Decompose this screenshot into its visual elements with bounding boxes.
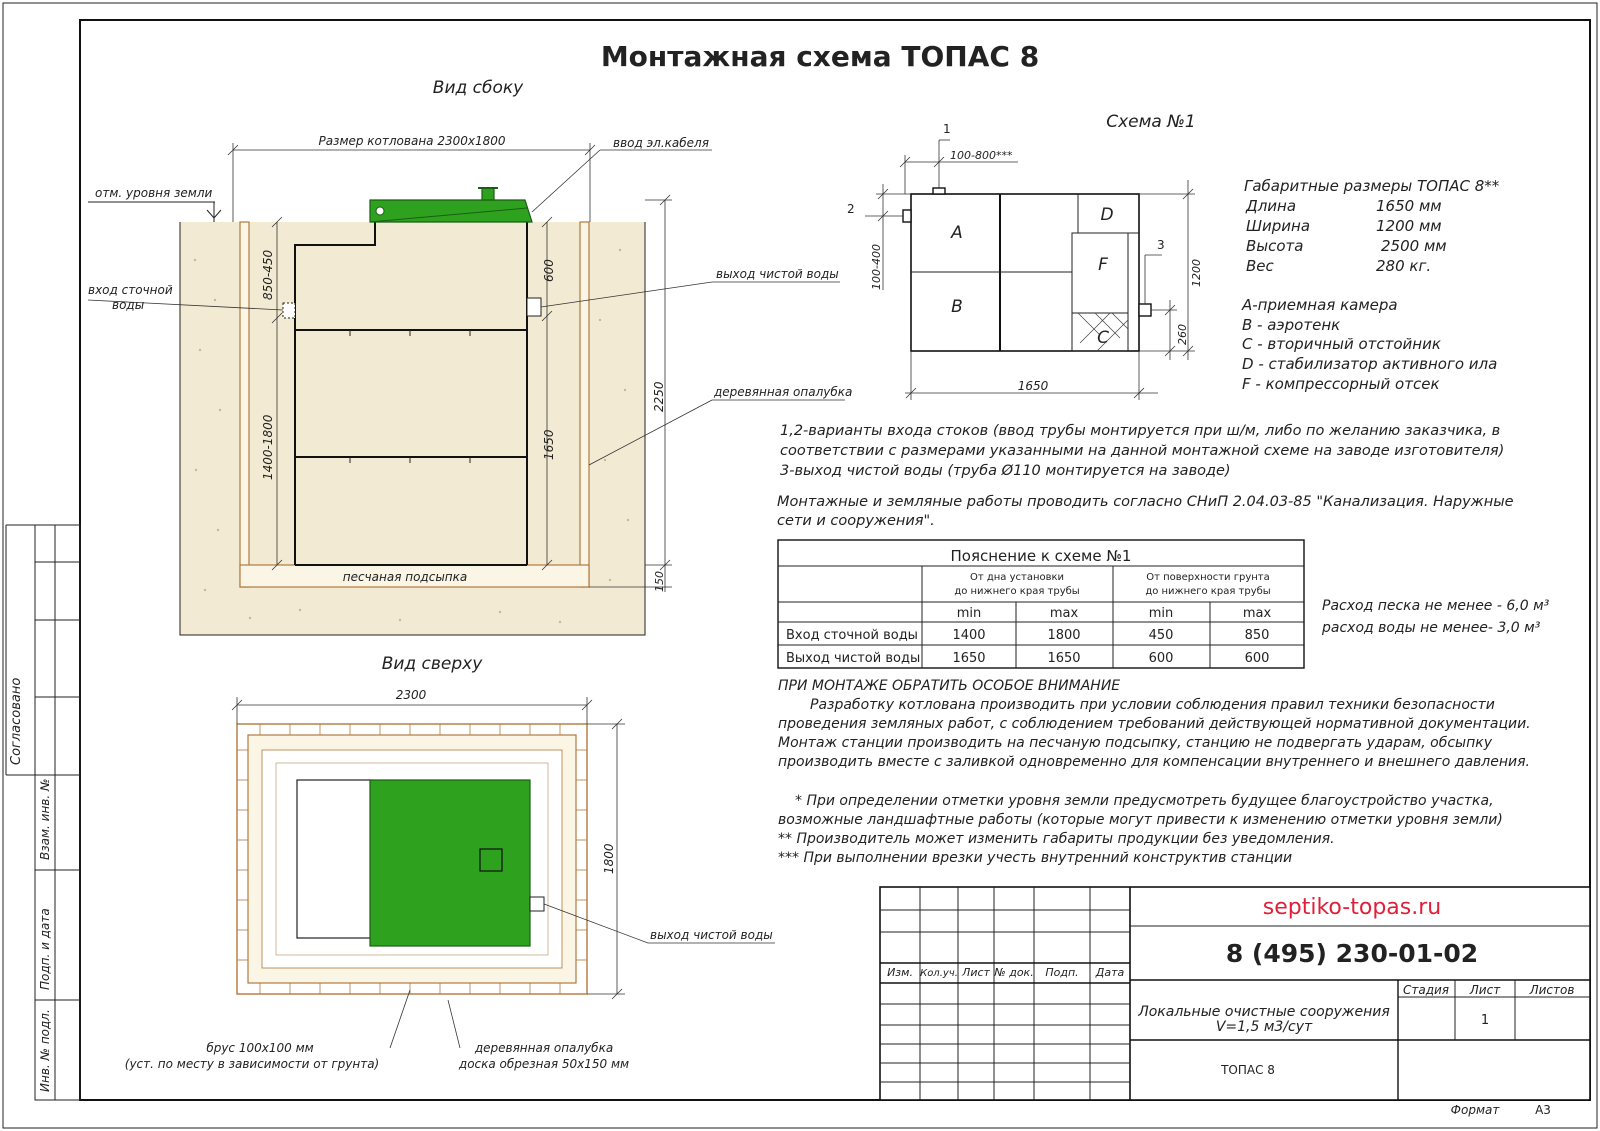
tank-lid [370,200,532,222]
col-kol: Кол.уч. [920,968,958,979]
pit-size-label: Размер котлована 2300х1800 [318,134,506,148]
ground-level-label: отм. уровня земли [95,186,213,200]
top-formwork-label-1: деревянная опалубка [474,1041,614,1055]
top-clean-outlet-label: выход чистой воды [650,928,773,942]
row-inlet-label: Вход сточной воды [786,628,918,643]
table-cell: 1650 [952,651,986,666]
agreed-label: Согласовано [9,677,24,765]
format-label: Формат [1450,1103,1500,1117]
inv-label: Инв. № подл. [38,1009,52,1092]
dim-1200: 1200 [1190,259,1203,287]
table-cell: 1800 [1047,628,1081,643]
col-list: Лист [962,966,990,979]
tank-top-body [297,780,372,938]
col-podp: Подп. [1045,966,1079,979]
desc-line-2: V=1,5 м3/сут [1215,1019,1313,1035]
inlet-1-pipe [933,188,945,194]
snip-line-1: Монтажные и земляные работы проводить согласно СНиП 2.04.03-85 "Канализация. Наружные [777,494,1514,510]
table-cell: 1650 [1047,651,1081,666]
format-value: А3 [1535,1103,1551,1117]
footnote-3: *** При выполнении врезки учесть внутренний конструктив станции [778,850,1293,866]
col-date: Дата [1095,966,1125,979]
dim-1400-1800: 1400-1800 [261,414,275,480]
group1-line1: От дна установки [969,572,1065,583]
sewage-inlet-pipe [283,303,295,318]
callout-2: 2 [847,202,855,216]
title-block [880,887,1590,1117]
stage-label: Стадия [1402,983,1450,997]
lid-cap [482,188,494,200]
scheme-1 [847,112,1203,400]
sheets-label: Листов [1529,983,1575,997]
dim-600: 600 [542,259,556,282]
vzam-label: Взам. инв. № [38,778,52,860]
dim-1650: 1650 [542,429,556,460]
formwork-label: деревянная опалубка [714,385,853,399]
lid-vent-icon [376,207,384,215]
spec-value-weight: 280 кг. [1376,257,1432,275]
sheet-number: 1 [1480,1013,1490,1028]
specs-heading: Габаритные размеры ТОПАС 8** [1244,177,1500,195]
chamber-f: F [1098,255,1108,275]
sand-bed-label: песчаная подсыпка [342,570,468,584]
scheme-heading: Схема №1 [1106,112,1196,132]
outlet-3-pipe [1139,304,1151,316]
chamber-b: B [951,297,963,317]
chamber-c: C [1097,328,1109,348]
variants-line-3: 3-выход чистой воды (труба Ø110 монтируется на заводе) [780,463,1231,479]
table-cell: 450 [1148,628,1174,643]
sewage-inlet-label-2: воды [112,298,145,312]
side-strip [6,525,80,1100]
attention-line: производить вместе с заливкой одновременно для компенсации внутреннего и внешнего давления. [778,754,1530,770]
spec-label-width: Ширина [1246,217,1311,235]
snip-line-2: сети и сооружения". [777,513,935,529]
desc-line-1: Локальные очистные сооружения [1138,1004,1390,1020]
website-link[interactable]: septiko-topas.ru [1262,895,1442,920]
variants-line-1: 1,2-варианты входа стоков (ввод трубы монтируется при ш/м, либо по желанию заказчика, в [780,423,1501,439]
sub-max-2: max [1242,606,1272,621]
sub-min-1: min [956,606,982,621]
dim-150: 150 [653,571,666,592]
spec-value-length: 1650 мм [1376,197,1442,215]
dim-2300: 2300 [395,688,427,702]
sub-max-1: max [1049,606,1079,621]
product-name: ТОПАС 8 [1221,1063,1275,1077]
top-view [125,654,775,1071]
group2-line2: до нижнего края трубы [1145,586,1271,597]
spec-label-weight: Вес [1246,257,1274,275]
attention-line: Монтаж станции производить на песчаную подсыпку, станцию не подвергать ударам, обсыпку [778,735,1492,751]
tank-top-lid [370,780,530,946]
sub-min-2: min [1148,606,1174,621]
table-title: Пояснение к схеме №1 [950,547,1132,565]
callout-1: 1 [943,122,951,136]
beam-label-1: брус 100х100 мм [206,1041,314,1055]
chamber-d: D [1100,205,1114,225]
specs-block [1241,177,1500,393]
formwork-right [580,222,589,587]
clean-outlet-pipe [527,298,541,316]
legend-d: D - стабилизатор активного ила [1242,355,1498,373]
spec-label-height: Высота [1246,237,1304,255]
spec-value-width: 1200 мм [1376,217,1442,235]
footnote-1: * При определении отметки уровня земли предусмотреть будущее благоустройство участка, [795,793,1494,809]
chamber-a: A [951,223,963,243]
attention-line: проведения земляных работ, с соблюдением требований действующей нормативной документации. [778,716,1531,732]
spec-value-height: 2500 мм [1381,237,1447,255]
attention-heading: ПРИ МОНТАЖЕ ОБРАТИТЬ ОСОБОЕ ВНИМАНИЕ [778,678,1121,694]
dim-1800: 1800 [602,843,616,874]
side-view-heading: Вид сбоку [432,78,524,98]
dim-100-800: 100-800*** [950,149,1013,162]
cable-entry-label: ввод эл.кабеля [613,136,709,150]
top-formwork-label-2: доска обрезная 50х150 мм [458,1057,630,1071]
podp-label: Подп. и дата [38,908,52,990]
clean-outlet-label: выход чистой воды [716,267,839,281]
footnote-1b: возможные ландшафтные работы (которые могут привести к изменению отметки уровня земли) [778,812,1503,828]
table-cell: 600 [1244,651,1270,666]
table-cell: 600 [1148,651,1174,666]
water-need: расход воды не менее- 3,0 м³ [1322,620,1541,636]
dim-2250: 2250 [652,381,666,412]
sewage-inlet-label-1: вход сточной [88,283,173,297]
phone-number[interactable]: 8 (495) 230-01-02 [1225,939,1479,968]
footnote-2: ** Производитель может изменить габариты продукции без уведомления. [778,831,1335,847]
group1-line2: до нижнего края трубы [954,586,1080,597]
inlet-2-pipe [903,210,911,222]
dim-100-400: 100-400 [870,244,883,290]
dim-scheme-1650: 1650 [1017,379,1049,393]
sheet-label: Лист [1469,983,1501,997]
page-title: Монтажная схема ТОПАС 8 [600,40,1040,73]
dim-260: 260 [1176,324,1189,345]
variants-line-2: соответствии с размерами указанными на данной монтажной схеме на заводе изготовителя) [780,443,1505,459]
top-view-heading: Вид сверху [381,654,483,674]
group2-line1: От поверхности грунта [1146,572,1270,583]
sand-need: Расход песка не менее - 6,0 м³ [1322,598,1550,614]
callout-3: 3 [1157,238,1165,252]
top-outlet-pipe [530,897,544,911]
attention-block [778,678,1531,866]
legend-c: С - вторичный отстойник [1242,335,1441,353]
dim-850-450: 850-450 [261,249,275,300]
legend-b: В - аэротенк [1242,316,1341,334]
beam-label-2: (уст. по месту в зависимости от грунта) [124,1057,380,1071]
col-doc: № док. [994,966,1034,979]
row-outlet-label: Выход чистой воды [786,651,921,666]
table-cell: 850 [1244,628,1270,643]
table-cell: 1400 [952,628,986,643]
legend-f: F - компрессорный отсек [1242,375,1440,393]
formwork-left [240,222,249,587]
spec-label-length: Длина [1246,197,1297,215]
col-izm: Изм. [887,966,913,979]
side-view [88,78,852,635]
explanation-table [778,540,1304,668]
attention-line: Разработку котлована производить при условии соблюдения правил техники безопасности [810,697,1495,713]
legend-a: А-приемная камера [1242,296,1398,314]
